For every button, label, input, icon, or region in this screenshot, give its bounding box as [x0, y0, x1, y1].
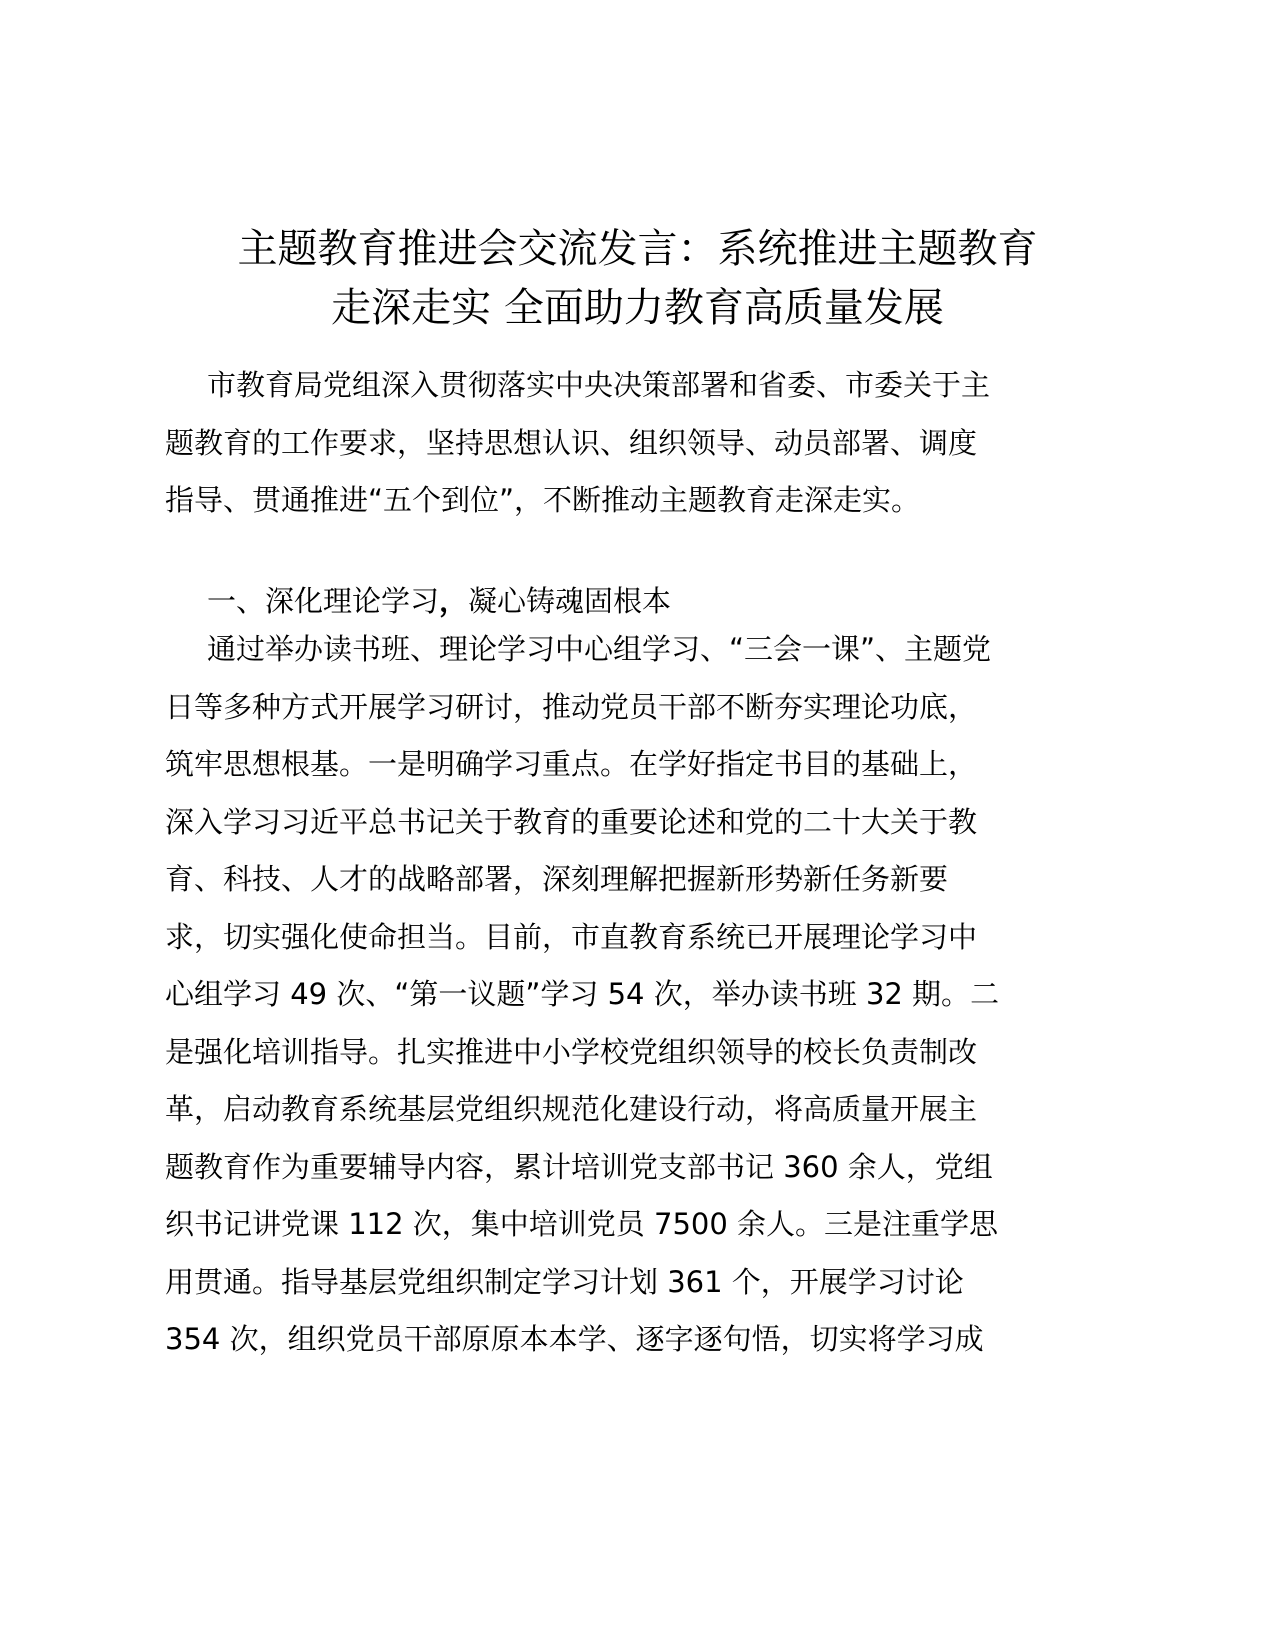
title-line-1: 主题教育推进会交流发言：系统推进主题教育 — [237, 226, 1038, 272]
body-line: 求，切实强化使命担当。目前，市直教育系统已开展理论学习中 — [165, 919, 978, 954]
intro-line: 指导、贯通推进“五个到位”，不断推动主题教育走深走实。 — [165, 483, 921, 517]
body-line: 用贯通。指导基层党组织制定学习计划 361 个，开展学习讨论 — [165, 1264, 964, 1299]
body-paragraph — [165, 621, 999, 1369]
body-line: 354 次，组织党员干部原原本本学、逐字逐句悟，切实将学习成 — [165, 1322, 984, 1356]
body-line: 育、科技、人才的战略部署，深刻理解把握新形势新任务新要 — [165, 862, 949, 896]
body-line: 深入学习习近平总书记关于教育的重要论述和党的二十大关于教 — [165, 804, 978, 839]
body-line: 心组学习 49 次、“第一议题”学习 54 次，举办读书班 32 期。二 — [165, 977, 1000, 1011]
intro-line: 题教育的工作要求，坚持思想认识、组织领导、动员部署、调度 — [165, 425, 978, 460]
intro-paragraph — [165, 357, 990, 530]
section-heading-prefix: 一、深化理论学习 — [207, 584, 440, 618]
intro-line: 市教育局党组深入贯彻落实中央决策部署和省委、市委关于主 — [207, 368, 991, 402]
section-heading-suffix: 凝心铸魂固根本 — [468, 584, 672, 618]
body-line: 通过举办读书班、理论学习中心组学习、“三会一课”、主题党 — [207, 632, 992, 666]
section-heading-comma: ， — [439, 584, 469, 618]
body-line: 筑牢思想根基。一是明确学习重点。在学好指定书目的基础上， — [165, 747, 978, 781]
body-line: 是强化培训指导。扎实推进中小学校党组织领导的校长负责制改 — [165, 1034, 978, 1069]
title-line-2: 走深走实 全面助力教育高质量发展 — [331, 285, 944, 331]
body-line: 题教育作为重要辅导内容，累计培训党支部书记 360 余人，党组 — [165, 1149, 993, 1184]
body-line: 革，启动教育系统基层党组织规范化建设行动，将高质量开展主 — [165, 1092, 978, 1126]
document-title — [150, 220, 1125, 338]
body-line: 织书记讲党课 112 次，集中培训党员 7500 余人。三是注重学思 — [165, 1207, 999, 1241]
body-line: 日等多种方式开展学习研讨，推动党员干部不断夯实理论功底， — [165, 689, 978, 724]
